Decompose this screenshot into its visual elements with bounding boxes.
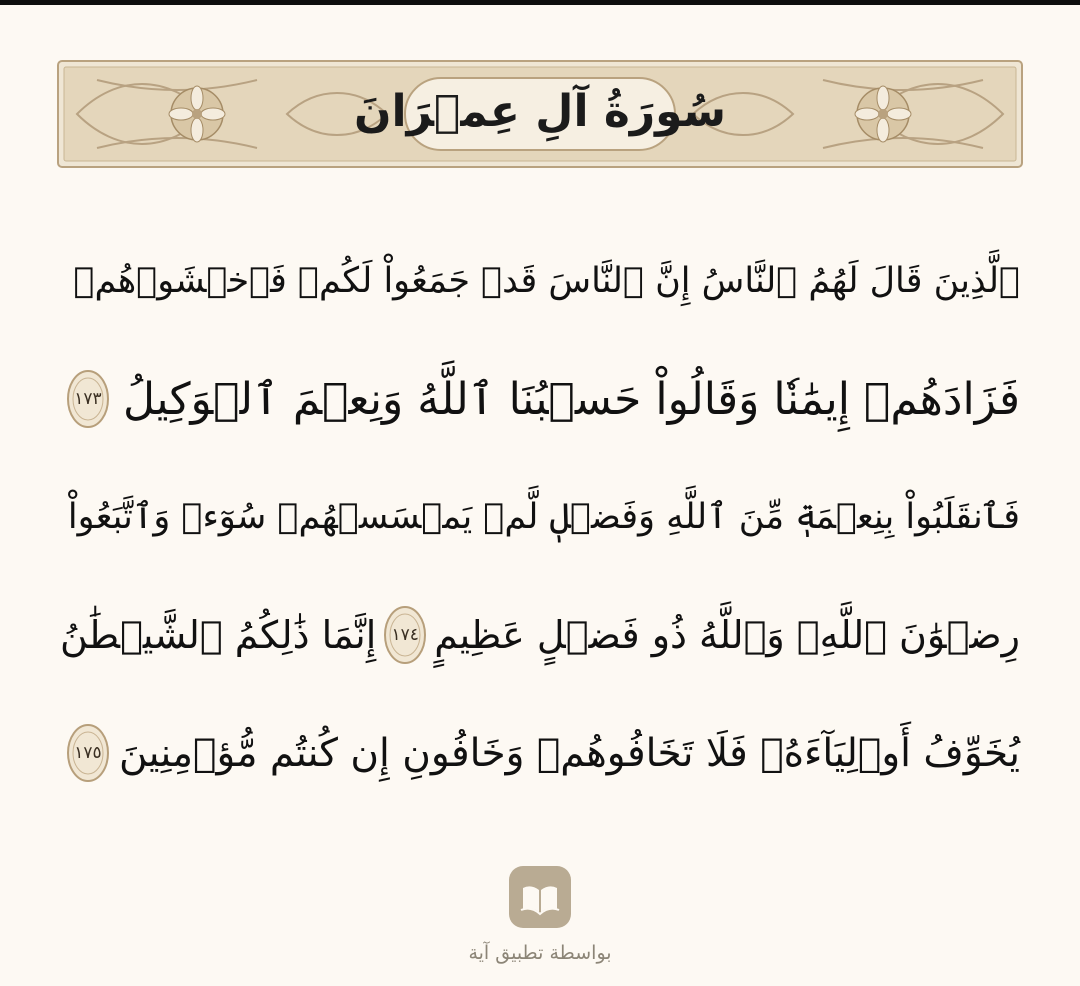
ayah-number: ١٧٣ [74, 389, 102, 409]
verse-text: ٱلَّذِينَ قَالَ لَهُمُ ٱلنَّاسُ إِنَّ ٱلنَّاسَ قَدۡ جَمَعُواْ لَكُمۡ فَٱخۡشَوۡهُمۡ [73, 261, 1020, 301]
ayah-number-marker [383, 604, 427, 666]
verse-line [60, 458, 1020, 576]
verse-text: رِضۡوَٰنَ ٱللَّهِۗ وَٱللَّهُ ذُو فَضۡلٍ عَظِيمٍ [434, 613, 1020, 657]
verse-text: يُخَوِّفُ أَوۡلِيَآءَهُۥ فَلَا تَخَافُوهُمۡ وَخَافُونِ إِن كُنتُم مُّؤۡمِنِينَ [118, 730, 1020, 776]
app-icon[interactable] [509, 866, 571, 928]
verses-block [60, 222, 1020, 812]
ayah-number-marker [66, 368, 110, 430]
ayah-number-marker [66, 722, 110, 784]
credit-text: بواسطة تطبيق آية [468, 942, 612, 964]
surah-header-frame [57, 60, 1023, 168]
quran-book-icon [509, 866, 571, 928]
top-edge-bar [0, 0, 1080, 5]
verse-line [60, 576, 1020, 694]
ayah-number: ١٧٥ [74, 743, 102, 763]
verse-line [60, 340, 1020, 458]
verse-text: إِنَّمَا ذَٰلِكُمُ ٱلشَّيۡطَٰنُ [60, 613, 377, 657]
ayah-number: ١٧٤ [391, 625, 419, 645]
verse-text: فَٱنقَلَبُواْ بِنِعۡمَةٖ مِّنَ ٱللَّهِ وَفَضۡلٖ لَّمۡ يَمۡسَسۡهُمۡ سُوٓءٞ وَٱتَّبَعُواْ [67, 497, 1020, 537]
verse-text: فَزَادَهُمۡ إِيمَٰنٗا وَقَالُواْ حَسۡبُنَا ٱللَّهُ وَنِعۡمَ ٱلۡوَكِيلُ [122, 373, 1020, 425]
verse-line [60, 694, 1020, 812]
surah-title: سُورَةُ آلِ عِمۡرَانَ [353, 86, 727, 137]
verse-line [60, 222, 1020, 340]
